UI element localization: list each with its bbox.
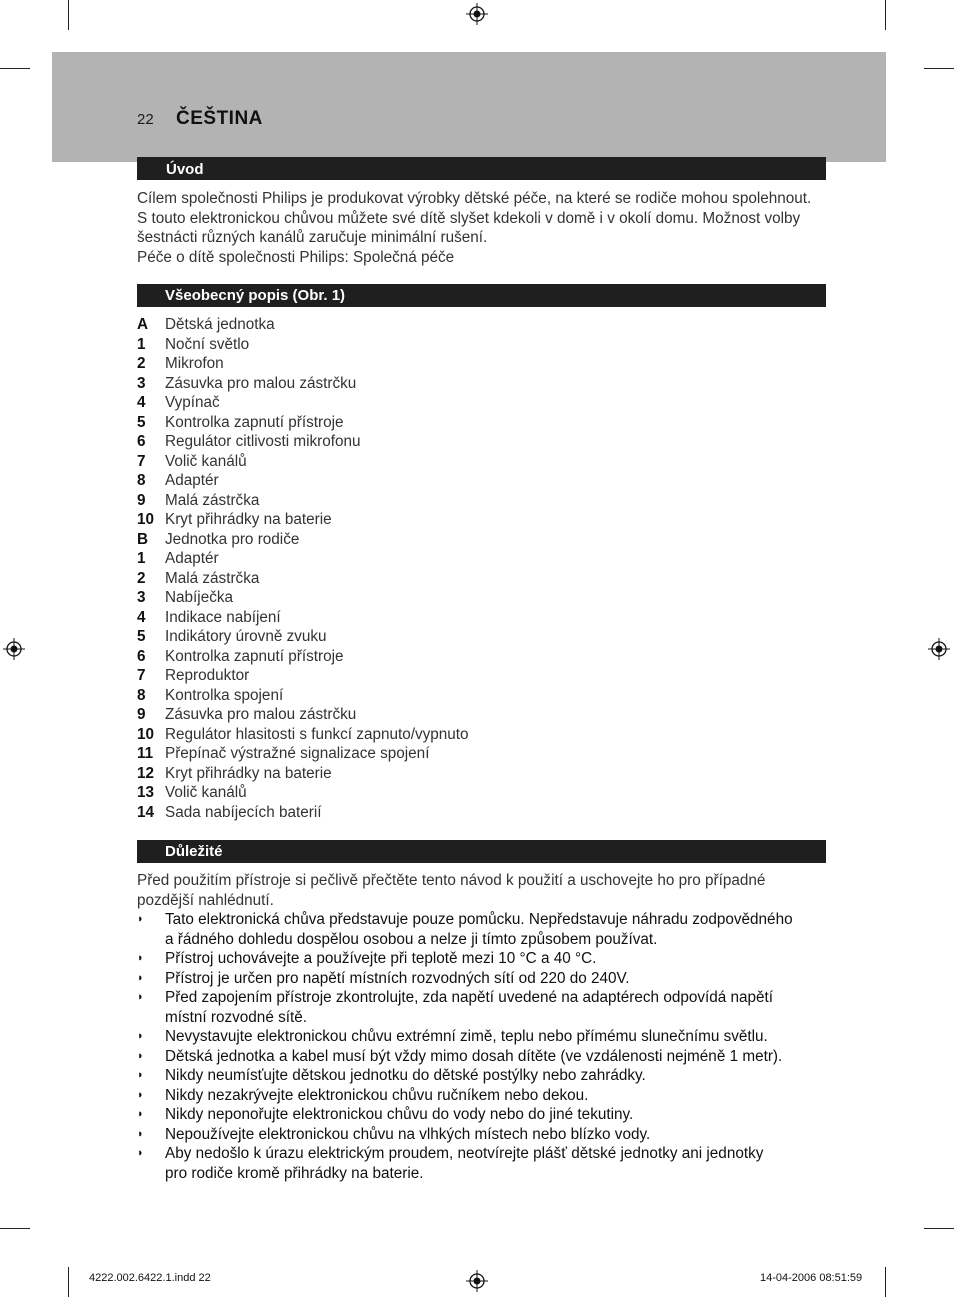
warning-item — [137, 969, 832, 989]
important-intro — [137, 871, 832, 910]
crop-mark — [885, 1267, 886, 1297]
list-item — [137, 744, 832, 764]
bullet-icon: ◗ — [137, 952, 144, 964]
text-line: šestnácti různých kanálů zaručuje minimální rušení. — [137, 229, 488, 246]
list-item-key: 14 — [137, 803, 155, 821]
crop-mark — [885, 0, 886, 30]
crop-mark — [0, 68, 30, 69]
section-heading-important: Důležité — [137, 840, 826, 863]
registration-mark-icon — [466, 1270, 488, 1292]
list-item-text: Indikátory úrovně zvuku — [165, 628, 327, 645]
text-line: Přístroj je určen pro napětí místních rozvodných sítí od 220 do 240V. — [165, 969, 630, 987]
page-number: 22 — [137, 111, 154, 128]
list-item-key: A — [137, 316, 149, 333]
list-item — [137, 452, 832, 472]
list-item-key: 1 — [137, 550, 146, 567]
list-item-key: 7 — [137, 452, 146, 470]
list-item — [137, 491, 832, 511]
list-item-key: 6 — [137, 647, 146, 665]
list-item — [137, 569, 832, 589]
bullet-icon: ◗ — [137, 1127, 144, 1140]
warning-item — [137, 1086, 832, 1106]
section-heading-description: Všeobecný popis (Obr. 1) — [137, 284, 826, 307]
list-item — [137, 686, 832, 706]
list-item-key: 3 — [137, 374, 146, 392]
warnings-list — [137, 910, 832, 1183]
list-item-key: 6 — [137, 433, 146, 450]
registration-mark-icon — [928, 638, 950, 660]
text-line: Nevystavujte elektronickou chůvu extrémní zimě, teplu nebo přímému slunečnímu světlu. — [165, 1028, 768, 1045]
list-item — [137, 764, 832, 784]
bullet-icon: ◗ — [137, 1108, 144, 1120]
list-item-text: Regulátor hlasitosti s funkcí zapnuto/vypnuto — [165, 725, 469, 743]
list-item-key: 11 — [137, 745, 154, 762]
bullet-icon: ◗ — [137, 1147, 144, 1159]
list-item-text: Volič kanálů — [165, 784, 247, 801]
text-line: Tato elektronická chůva představuje pouze pomůcku. Nepředstavuje náhradu zodpovědného — [165, 911, 793, 928]
list-item-text: Kontrolka spojení — [165, 686, 284, 704]
list-item — [137, 374, 832, 394]
language-title: ČEŠTINA — [176, 108, 263, 129]
text-line: a řádného dohledu dospělou osobou a nelze ji tímto způsobem používat. — [165, 930, 658, 948]
list-item-key: 1 — [137, 335, 146, 353]
warning-item — [137, 1066, 832, 1086]
list-item-key: 4 — [137, 608, 146, 626]
list-item-text: Kontrolka zapnutí přístroje — [165, 413, 344, 431]
list-item — [137, 608, 832, 628]
crop-mark — [924, 68, 954, 69]
list-item-text: Dětská jednotka — [165, 316, 275, 333]
list-item-text: Zásuvka pro malou zástrčku — [165, 374, 357, 392]
warning-item — [137, 1027, 832, 1047]
warning-item — [137, 988, 832, 1027]
footer-filename: 4222.002.6422.1.indd 22 — [89, 1272, 211, 1284]
list-item-text: Indikace nabíjení — [165, 608, 281, 626]
bullet-icon: ◗ — [137, 971, 144, 984]
list-item — [137, 471, 832, 491]
list-item — [137, 588, 832, 608]
list-item-text: Kontrolka zapnutí přístroje — [165, 647, 344, 665]
list-item — [137, 725, 832, 745]
text-line: Nepoužívejte elektronickou chůvu na vlhkých místech nebo blízko vody. — [165, 1125, 651, 1143]
list-item-key: 9 — [137, 491, 146, 509]
list-item-text: Přepínač výstražné signalizace spojení — [165, 745, 430, 762]
list-item-text: Kryt přihrádky na baterie — [165, 511, 332, 528]
footer-timestamp: 14-04-2006 08:51:59 — [760, 1272, 863, 1284]
crop-mark — [68, 1267, 69, 1297]
text-line: Cílem společnosti Philips je produkovat výrobky dětské péče, na které se rodiče mohou spolehnout. — [137, 190, 812, 207]
list-item — [137, 783, 832, 803]
list-item — [137, 393, 832, 413]
header-band — [52, 52, 886, 162]
text-line: Před zapojením přístroje zkontrolujte, zda napětí uvedené na adaptérech odpovídá napětí — [165, 989, 774, 1006]
text-line: Dětská jednotka a kabel musí být vždy mimo dosah dítěte (ve vzdálenosti nejméně 1 metr). — [165, 1047, 783, 1065]
bullet-icon: ◗ — [137, 1069, 144, 1081]
list-item-key: 5 — [137, 628, 146, 645]
list-item-text: Mikrofon — [165, 355, 224, 372]
list-item — [137, 647, 832, 667]
list-item-key: 2 — [137, 355, 146, 372]
warning-item — [137, 1105, 832, 1125]
list-item-text: Reproduktor — [165, 667, 250, 684]
list-item-text: Noční světlo — [165, 335, 250, 353]
intro-paragraph — [137, 189, 832, 267]
list-item — [137, 510, 832, 530]
list-item-text: Volič kanálů — [165, 452, 247, 470]
text-line: Nikdy nezakrývejte elektronickou chůvu ručníkem nebo dekou. — [165, 1086, 589, 1104]
text-line: Přístroj uchovávejte a používejte při teplotě mezi 10 °C a 40 °C. — [165, 950, 597, 967]
list-item — [137, 335, 832, 355]
list-item-key: B — [137, 530, 149, 548]
warning-item — [137, 1047, 832, 1067]
parts-list — [137, 315, 832, 822]
list-item-key: 13 — [137, 784, 155, 801]
list-item-key: 12 — [137, 764, 155, 782]
list-item-text: Sada nabíjecích baterií — [165, 803, 322, 821]
warning-item — [137, 949, 832, 969]
warning-item — [137, 1125, 832, 1145]
text-line: místní rozvodné sítě. — [165, 1008, 307, 1026]
text-line: Péče o dítě společnosti Philips: Společná péče — [137, 248, 455, 266]
list-item — [137, 432, 832, 452]
crop-mark — [924, 1228, 954, 1229]
list-item-text: Malá zástrčka — [165, 569, 260, 587]
registration-mark-icon — [3, 638, 25, 660]
list-item-text: Regulátor citlivosti mikrofonu — [165, 433, 361, 450]
text-line: pozdější nahlédnutí. — [137, 891, 274, 909]
list-item — [137, 705, 832, 725]
list-item — [137, 354, 832, 374]
bullet-icon: ◗ — [137, 913, 144, 925]
bullet-icon: ◗ — [137, 1049, 144, 1062]
bullet-icon: ◗ — [137, 1088, 144, 1101]
registration-mark-icon — [466, 3, 488, 25]
list-item-key: 5 — [137, 413, 146, 431]
list-item-key: 2 — [137, 569, 146, 587]
bullet-icon: ◗ — [137, 991, 144, 1003]
text-line: Aby nedošlo k úrazu elektrickým proudem, neotvírejte plášť dětské jednotky ani jednotky — [165, 1145, 764, 1162]
crop-mark — [68, 0, 69, 30]
list-item — [137, 413, 832, 433]
section-heading-intro: Úvod — [137, 157, 826, 180]
list-item-key: 8 — [137, 686, 146, 704]
list-item-key: 8 — [137, 472, 146, 489]
list-item-key: 3 — [137, 589, 146, 606]
list-item-text: Vypínač — [165, 394, 220, 411]
list-item-text: Kryt přihrádky na baterie — [165, 764, 332, 782]
list-item-text: Zásuvka pro malou zástrčku — [165, 706, 357, 723]
list-item — [137, 549, 832, 569]
list-item-key: 7 — [137, 667, 146, 684]
list-item-text: Adaptér — [165, 472, 219, 489]
list-item — [137, 627, 832, 647]
warning-item — [137, 910, 832, 949]
list-item-key: 9 — [137, 706, 146, 723]
list-item — [137, 315, 832, 335]
list-item-text: Adaptér — [165, 550, 219, 567]
list-item-text: Nabíječka — [165, 589, 234, 606]
warning-item — [137, 1144, 832, 1183]
text-line: S touto elektronickou chůvou můžete své dítě slyšet kdekoli v domě i v okolí domu. Možnost volby — [137, 209, 801, 227]
text-line: pro rodiče kromě přihrádky na baterie. — [165, 1164, 424, 1182]
list-item-text: Malá zástrčka — [165, 491, 260, 509]
list-item-key: 4 — [137, 394, 146, 411]
list-item — [137, 803, 832, 823]
text-line: Nikdy neumísťujte dětskou jednotku do dětské postýlky nebo zahrádky. — [165, 1067, 646, 1084]
list-item-text: Jednotka pro rodiče — [165, 530, 300, 548]
bullet-icon: ◗ — [137, 1030, 144, 1042]
list-item-key: 10 — [137, 511, 155, 528]
list-item — [137, 666, 832, 686]
list-item-key: 10 — [137, 725, 155, 743]
crop-mark — [0, 1228, 30, 1229]
list-item — [137, 530, 832, 550]
text-line: Nikdy neponořujte elektronickou chůvu do vody nebo do jiné tekutiny. — [165, 1106, 634, 1123]
text-line: Před použitím přístroje si pečlivě přečtěte tento návod k použití a uschovejte ho pro případné — [137, 872, 766, 889]
